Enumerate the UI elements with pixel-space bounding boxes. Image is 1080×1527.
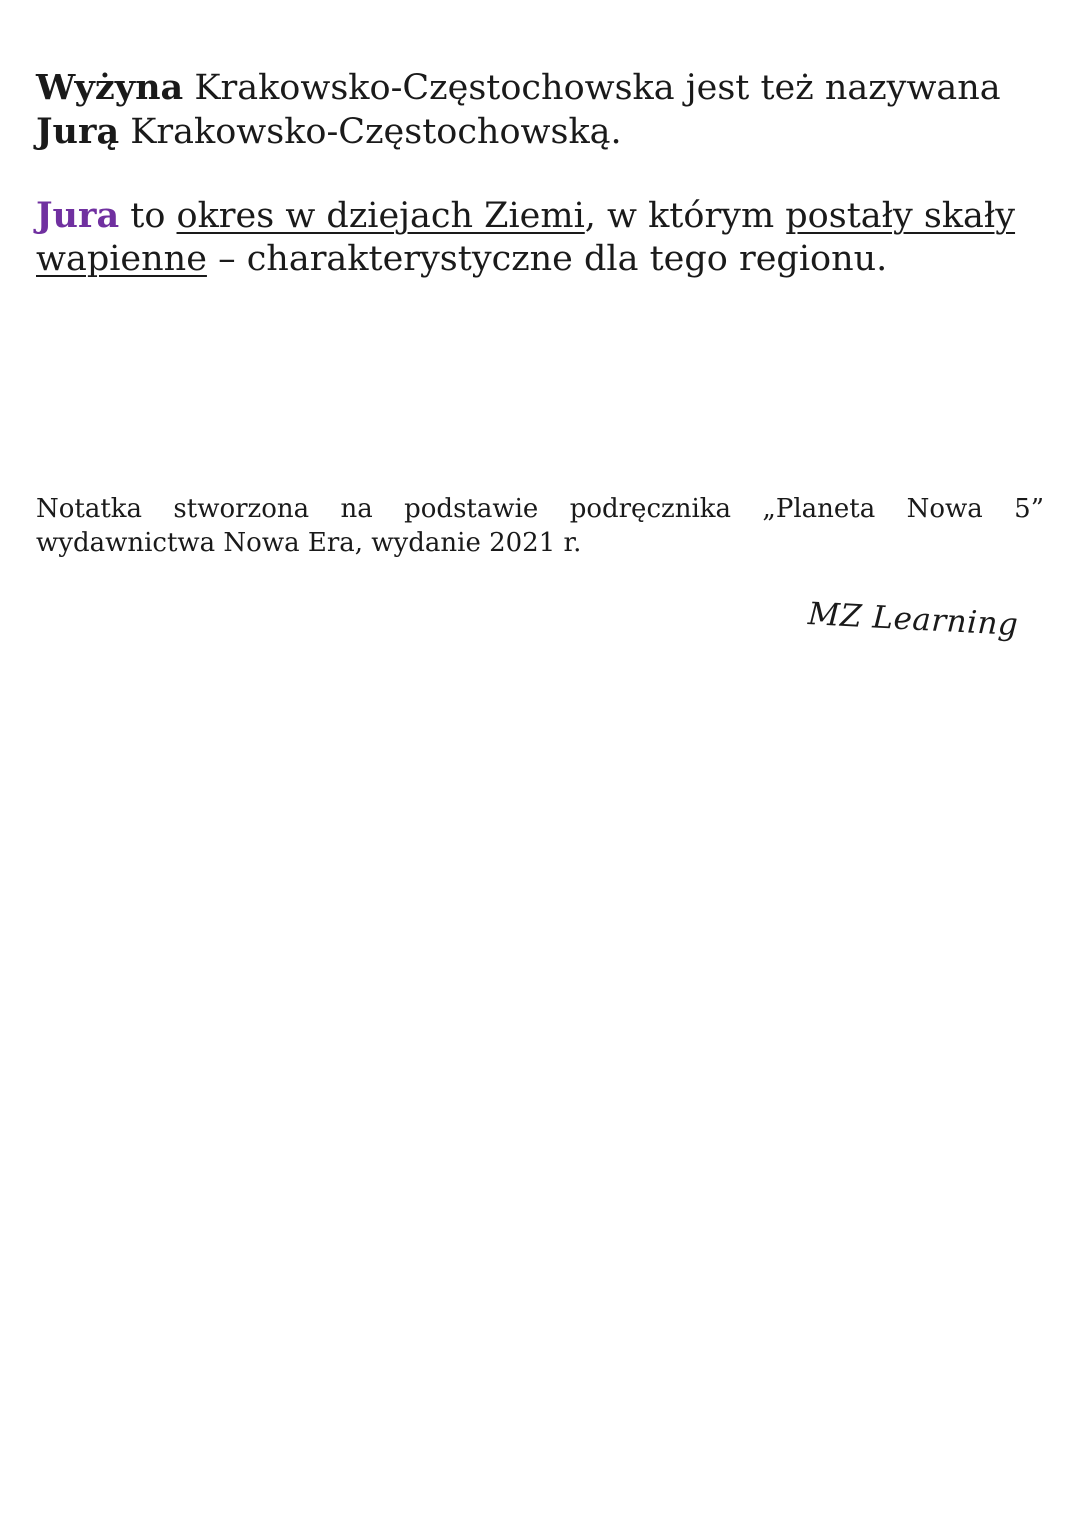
- term-wyzyna: Wyżyna: [36, 67, 184, 108]
- intro-paragraph: [36, 66, 1044, 154]
- intro-line1-text: Krakowsko-Częstochowska jest też nazywana: [183, 68, 1001, 108]
- source-note: [36, 492, 1044, 560]
- source-note-line2: wydawnictwa Nowa Era, wydanie 2021 r.: [36, 528, 582, 558]
- underlined-period: okres w dziejach Ziemi: [176, 196, 585, 236]
- note-word: Nowa: [906, 494, 983, 524]
- signature-logo: MZ Learning: [807, 596, 1020, 643]
- note-word: stworzona: [173, 494, 310, 524]
- definition-text-b: , w którym: [584, 196, 786, 236]
- note-word: Notatka: [36, 494, 143, 524]
- term-jura-inflected: Jurą: [36, 111, 120, 152]
- note-word: na: [340, 494, 373, 524]
- underlined-rocks-part1: postały skały: [785, 196, 1016, 236]
- definition-text-c: – charakterystyczne dla tego regionu.: [206, 239, 888, 279]
- note-word: podręcznika: [569, 494, 732, 524]
- definition-paragraph: [36, 194, 1044, 281]
- note-word: „Planeta: [762, 494, 876, 524]
- underlined-rocks-part2: wapienne: [36, 239, 207, 279]
- note-word: podstawie: [404, 494, 539, 524]
- term-jura: Jura: [36, 195, 120, 236]
- definition-text-a: to: [119, 196, 177, 236]
- note-word: 5”: [1014, 494, 1044, 524]
- source-note-line1: [36, 492, 1044, 526]
- intro-line2-text: Krakowsko-Częstochowską.: [119, 112, 622, 152]
